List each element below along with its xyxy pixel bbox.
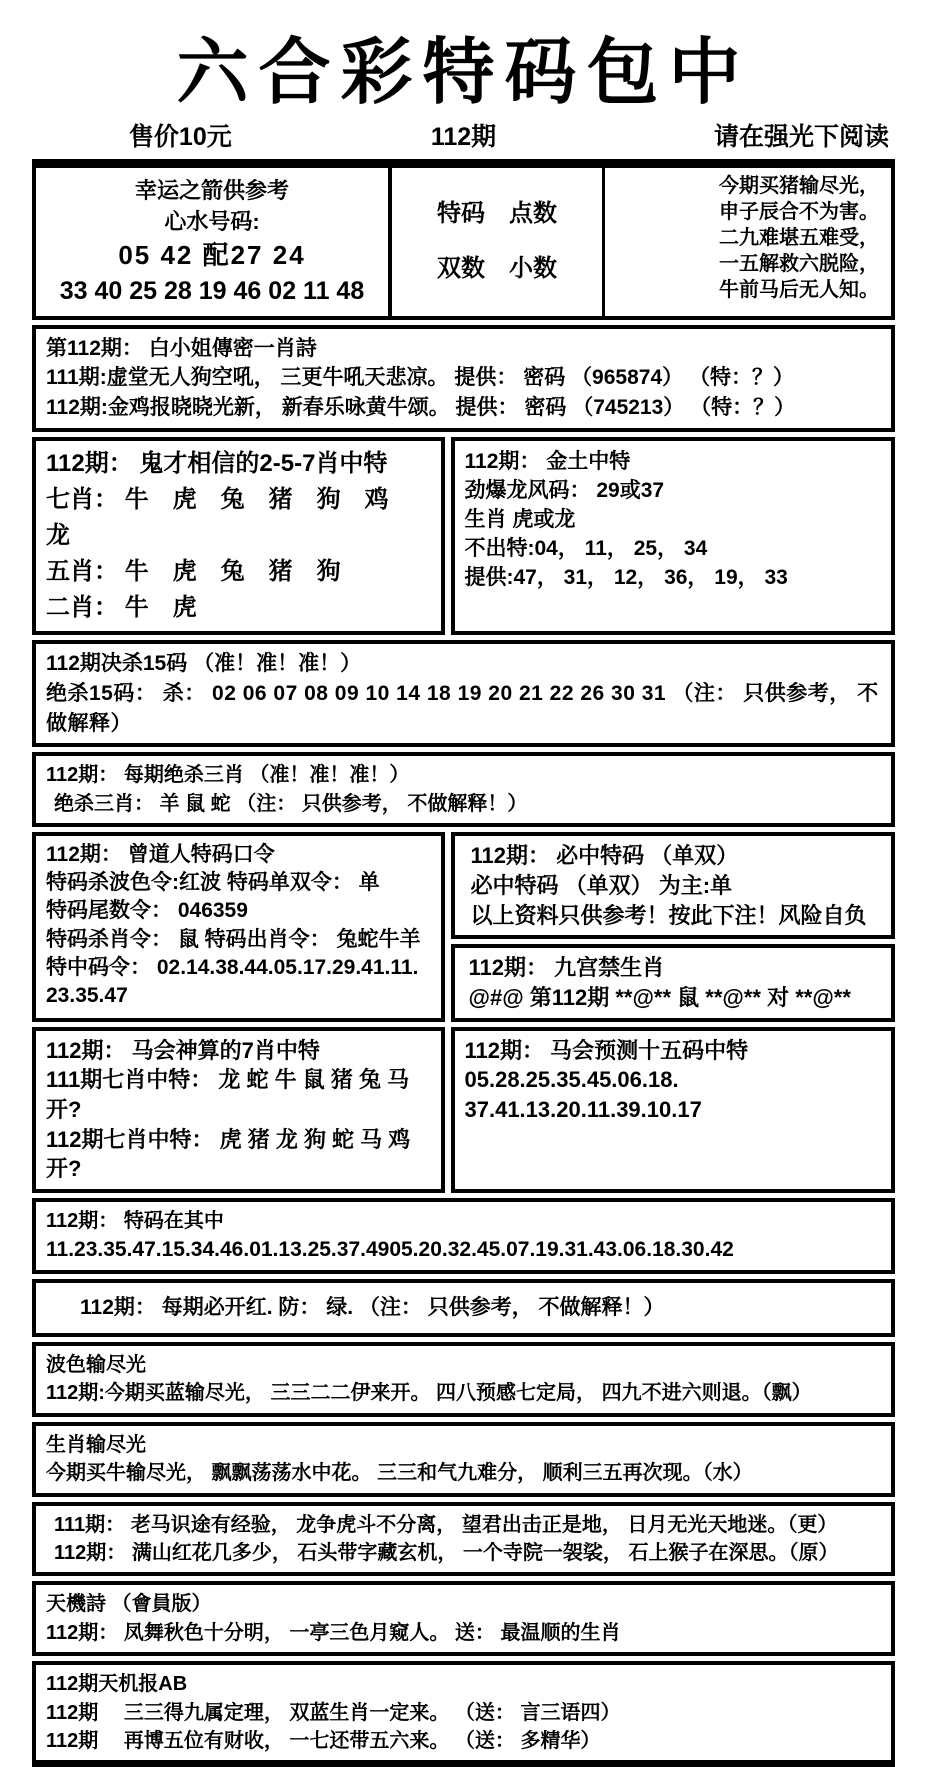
verse-line: 牛前马后无人知。 bbox=[719, 278, 879, 301]
verse-112-line: 112期： 满山红花几多少， 石头带字藏玄机， 一个寺院一袈裟， 石上猴子在深思。（原） bbox=[54, 1542, 839, 1564]
heaven-poem-box bbox=[32, 1581, 895, 1656]
metal-earth-box bbox=[451, 437, 896, 635]
heaven-report-title: 112期天机报AB bbox=[46, 1673, 188, 1696]
zodiac-picks-box bbox=[32, 437, 445, 635]
code-type-row2: 双数 小数 bbox=[437, 255, 557, 283]
nine-palace-line: @#@ 第112期 **@** 鼠 **@** 对 **@** bbox=[468, 984, 851, 1010]
verse-line: 申子辰合不为害。 bbox=[719, 200, 879, 223]
seven-zodiac-line: 七肖： 牛 虎 兔 猪 狗 鸡 龙 bbox=[46, 485, 413, 549]
page-title: 六合彩特码包中 bbox=[176, 29, 751, 114]
verse-pair-box bbox=[32, 1502, 895, 1577]
code-type-row1: 特码 点数 bbox=[437, 199, 557, 227]
red-green-box bbox=[32, 1279, 895, 1337]
top-box bbox=[32, 159, 895, 320]
zodiac-row bbox=[32, 437, 895, 635]
tail-command-line: 特码尾数令： 046359 bbox=[46, 899, 248, 923]
wave-command-line: 特码杀波色令:红波 特码单双令： 单 bbox=[46, 871, 380, 895]
fifteen-codes-row2: 37.41.13.20.11.39.10.17 bbox=[464, 1096, 702, 1122]
poem-line-111: 111期:虚堂无人狗空吼， 三更牛吼天悲凉。 提供： 密码 （965874） （特：？） bbox=[46, 366, 794, 390]
code-among-box bbox=[32, 1198, 895, 1274]
code-among-numbers: 11.23.35.47.15.34.46.01.13.25.37.4905.20.32.45.07.19.31.43.06.18.30.42 bbox=[46, 1238, 734, 1262]
code-among-title: 112期： 特码在其中 bbox=[46, 1210, 224, 1233]
zodiac-lose-line: 今期买牛输尽光， 飘飘荡荡水中花。 三三和气九难分， 顺利三五再次现。（水） bbox=[46, 1462, 753, 1485]
provided-numbers-line: 提供:47， 31， 12， 36， 19， 33 bbox=[464, 565, 788, 589]
metal-earth-title: 112期： 金土中特 bbox=[464, 449, 631, 473]
heaven-report-box bbox=[32, 1661, 895, 1767]
code-type-panel bbox=[388, 168, 602, 316]
two-zodiac-line: 二肖： 牛 虎 bbox=[46, 593, 197, 621]
kill-3-zodiac-box bbox=[32, 752, 895, 827]
issue-label: 112期 bbox=[430, 122, 497, 151]
price-label: 售价10元 bbox=[128, 122, 232, 151]
verse-panel bbox=[602, 168, 891, 316]
fifteen-codes-title: 112期： 马会预测十五码中特 bbox=[464, 1037, 749, 1063]
wave-color-line: 112期:今期买蓝输尽光， 三三二二伊来开。 四八预感七定局， 四九不进六则退。（飘） bbox=[46, 1382, 812, 1405]
command-row bbox=[32, 832, 895, 1021]
five-zodiac-line: 五肖： 牛 虎 兔 猪 狗 bbox=[46, 557, 341, 585]
kill-15-numbers: 绝杀15码： 杀： 02 06 07 08 09 10 14 18 19 20 21 22 26 30 31 （注： 只供参考， 不做解释） bbox=[46, 681, 879, 735]
zodiac-command-line: 特码杀肖令： 鼠 特码出肖令： 兔蛇牛羊 bbox=[46, 927, 421, 951]
zodiac-box-title: 112期： 鬼才相信的2-5-7肖中特 bbox=[46, 449, 388, 477]
prediction-title: 112期： 马会神算的7肖中特 bbox=[46, 1037, 320, 1063]
must-hit-title: 112期： 必中特码 （单双） bbox=[470, 843, 739, 869]
wave-color-box bbox=[32, 1342, 895, 1417]
disclaimer-line: 以上资料只供参考！按此下注！风险自负 bbox=[470, 902, 867, 928]
prediction-111-line: 111期七肖中特： 龙 蛇 牛 鼠 猪 兔 马开? bbox=[46, 1067, 410, 1122]
lucky-numbers-row1: 05 42 配27 24 bbox=[118, 240, 306, 271]
verse-line: 一五解救六脱险， bbox=[719, 252, 879, 275]
code-command-continued: 23.35.47 bbox=[46, 983, 128, 1007]
command-row-right bbox=[451, 832, 896, 1021]
fifteen-codes-row1: 05.28.25.35.45.06.18. bbox=[464, 1067, 679, 1093]
must-hit-box bbox=[451, 832, 896, 939]
dragon-code-line: 劲爆龙风码： 29或37 bbox=[464, 478, 665, 502]
lucky-title: 幸运之箭供参考 bbox=[134, 177, 289, 203]
lucky-numbers-row2: 33 40 25 28 19 46 02 11 48 bbox=[59, 277, 365, 305]
subtitle-row bbox=[32, 117, 895, 153]
wave-color-title: 波色输尽光 bbox=[46, 1354, 146, 1377]
poem-box-title: 第112期： 白小姐傳密一肖詩 bbox=[46, 336, 317, 360]
verse-poem bbox=[719, 173, 879, 303]
code-command-line: 特中码令： 02.14.38.44.05.17.29.41.11. bbox=[46, 955, 419, 979]
verse-line: 今期买猪输尽光， bbox=[719, 174, 879, 197]
heaven-report-line1: 112期 三三得九属定理， 双蓝生肖一定来。 （送： 言三语四） bbox=[46, 1701, 621, 1724]
verse-111-line: 111期： 老马识途有经验， 龙争虎斗不分离， 望君出击正是地， 日月无光天地迷。（更） bbox=[54, 1513, 838, 1536]
command-title: 112期： 曾道人特码口令 bbox=[46, 843, 275, 867]
heaven-poem-title: 天機詩 （會員版） bbox=[46, 1593, 212, 1616]
heaven-poem-line: 112期： 凤舞秋色十分明， 一亭三色月窥人。 送： 最温顺的生肖 bbox=[46, 1621, 621, 1644]
nine-palace-title: 112期： 九宫禁生肖 bbox=[468, 955, 665, 981]
red-green-line: 112期： 每期必开红. 防： 绿. （注： 只供参考， 不做解释！） bbox=[80, 1296, 665, 1320]
zodiac-lose-box bbox=[32, 1422, 895, 1497]
kill-15-title: 112期决杀15码 （准！准！准！） bbox=[46, 651, 362, 675]
reading-notice: 请在强光下阅读 bbox=[713, 122, 889, 151]
must-hit-line: 必中特码 （单双） 为主:单 bbox=[470, 872, 733, 898]
zodiac-lose-title: 生肖输尽光 bbox=[46, 1433, 146, 1456]
prediction-row bbox=[32, 1027, 895, 1193]
master-command-box bbox=[32, 832, 445, 1021]
seven-zodiac-prediction-box bbox=[32, 1027, 445, 1193]
fifteen-codes-box bbox=[451, 1027, 896, 1193]
kill-15-codes-box bbox=[32, 640, 895, 747]
kill-3-title: 112期： 每期绝杀三肖 （准！准！准！） bbox=[46, 764, 410, 787]
poem-line-112: 112期:金鸡报晓晓光新， 新春乐咏黄牛颂。 提供： 密码 （745213） （特：？） bbox=[46, 396, 796, 420]
white-lady-poem-box bbox=[32, 325, 895, 432]
zodiac-line: 生肖 虎或龙 bbox=[464, 507, 576, 531]
kill-3-line: 绝杀三肖： 羊 鼠 蛇 （注： 只供参考， 不做解释！） bbox=[54, 792, 528, 815]
excluded-numbers-line: 不出特:04， 11， 25， 34 bbox=[464, 536, 708, 560]
lucky-numbers-panel bbox=[36, 168, 388, 316]
prediction-112-line: 112期七肖中特： 虎 猪 龙 狗 蛇 马 鸡开? bbox=[46, 1126, 411, 1182]
nine-palace-box bbox=[451, 944, 896, 1021]
heaven-report-line2: 112期 再博五位有财收， 一七还带五六来。 （送： 多精华） bbox=[46, 1729, 601, 1752]
verse-line: 二九难堪五难受， bbox=[719, 226, 879, 249]
lucky-subtitle: 心水号码: bbox=[164, 208, 260, 234]
